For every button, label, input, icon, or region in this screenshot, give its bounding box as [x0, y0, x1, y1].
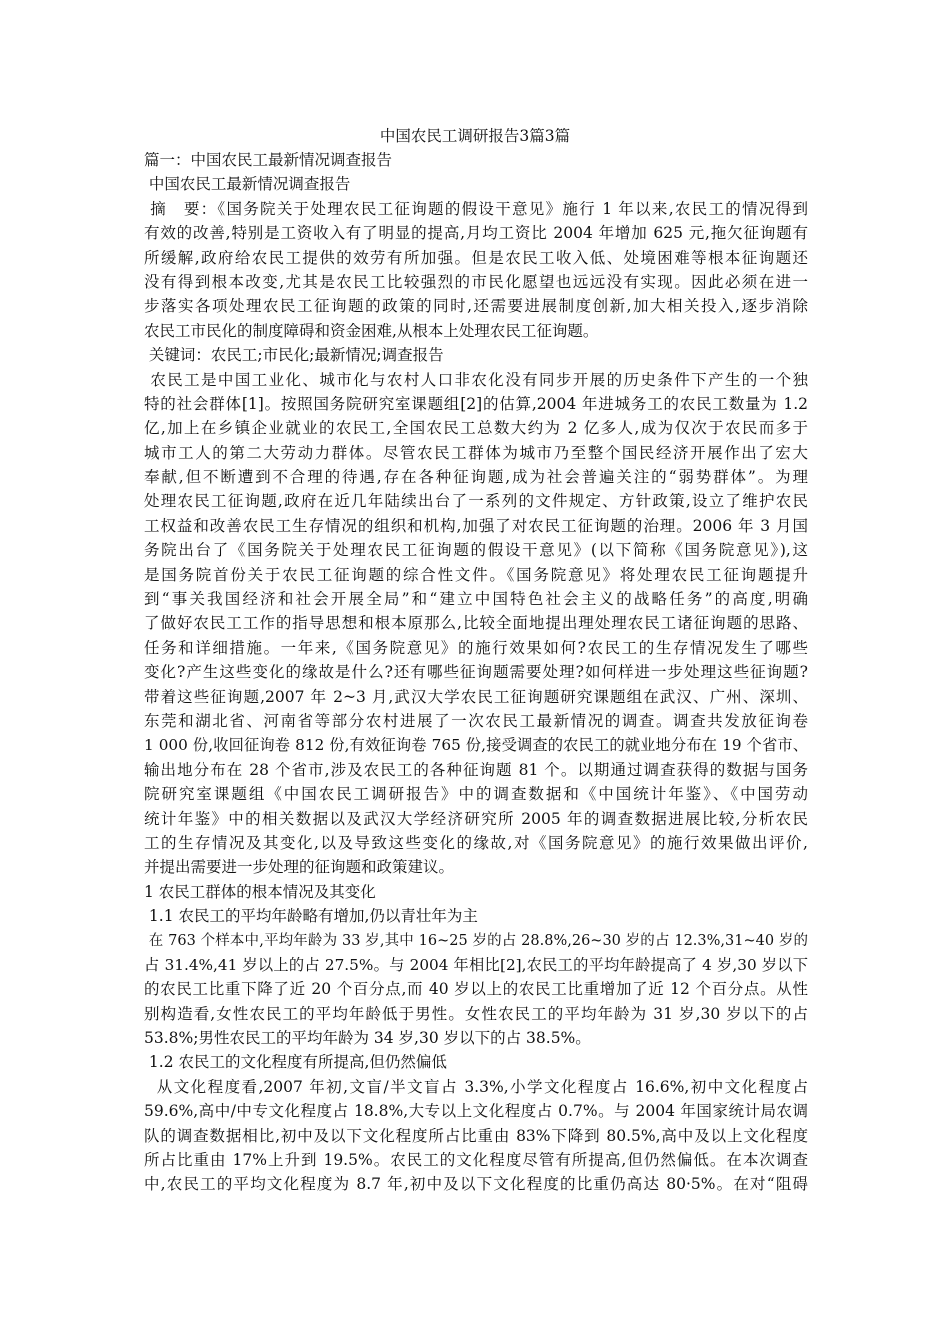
text-line: 所占比重由 17%上升到 19.5%。农民工的文化程度尽管有所提高,但仍然偏低。在本次调查 [144, 1151, 808, 1170]
text-line: 任务和详细措施。一年来,《国务院意见》的施行效果如何?农民工的生存情况发生了哪些 [144, 638, 808, 657]
text-line: 院研究室课题组《中国农民工调研报告》中的调查数据和《中国统计年鉴》、《中国劳动 [144, 785, 808, 804]
document-body [144, 148, 808, 1197]
text-line: 到“事关我国经济和社会开展全局”和“建立中国特色社会主义的战略任务”的高度,明确 [144, 590, 808, 609]
text-line: 步落实各项处理农民工征询题的政策的同时,还需要进展制度创新,加大相关投入,逐步消除 [144, 297, 808, 316]
text-line: 篇一：中国农民工最新情况调查报告 [144, 151, 393, 169]
text-line: 农民工是中国工业化、城市化与农村人口非农化没有同步开展的历史条件下产生的一个独 [144, 370, 808, 389]
text-line: 城市工人的第二大劳动力群体。尽管农民工群体为城市乃至整个国民经济开展作出了宏大 [144, 443, 808, 462]
document-title: 中国农民工调研报告3篇3篇 [379, 127, 571, 145]
text-line: 统计年鉴》中的相关数据以及武汉大学经济研究所 2005 年的调查数据进展比较,分析农民 [144, 809, 808, 828]
text-line: 输出地分布在 28 个省市,涉及农民工的各种征询题 81 个。以期通过调查获得的数据与国务 [144, 760, 808, 779]
text-line: 奉献,但不断遭到不合理的待遇,存在各种征询题,成为社会普遍关注的“弱势群体”。为理 [144, 468, 808, 487]
text-line: 中,农民工的平均文化程度为 8.7 年,初中及以下文化程度的比重仍高达 80·5%。在对“阻碍 [144, 1175, 808, 1194]
text-line: 是国务院首份关于农民工征询题的综合性文件。《国务院意见》将处理农民工征询题提升 [144, 565, 808, 584]
text-line: 占 31.4%,41 岁以上的占 27.5%。与 2004 年相比[2],农民工的平均年龄提高了 4 岁,30 岁以下 [144, 955, 808, 974]
text-line: 特的社会群体[1]。按照国务院研究室课题组[2]的估算,2004 年进城务工的农民工数量为 1.2 [144, 394, 808, 413]
text-line: 工权益和改善农民工生存情况的组织和机构,加强了对农民工征询题的治理。2006 年 3 月国 [144, 516, 808, 535]
text-line: 1.2 农民工的文化程度有所提高,但仍然偏低 [144, 1053, 447, 1072]
text-line: 59.6%,高中/中专文化程度占 18.8%,大专以上文化程度占 0.7%。与 2004 年国家统计局农调 [144, 1102, 808, 1121]
text-line: 东莞和湖北省、河南省等部分农村进展了一次农民工最新情况的调查。调查共发放征询卷 [144, 711, 808, 730]
text-line: 并提出需要进一步处理的征询题和政策建议。 [144, 858, 455, 877]
text-line: 从文化程度看,2007 年初,文盲/半文盲占 3.3%,小学文化程度占 16.6%,初中文化程度占 [144, 1077, 808, 1096]
text-line: 处理农民工征询题,政府在近几年陆续出台了一系列的文件规定、方针政策,设立了维护农民 [144, 492, 808, 511]
text-line: 带着这些征询题,2007 年 2~3 月,武汉大学农民工征询题研究课题组在武汉、广州、深圳、 [144, 687, 808, 706]
text-line: 关键词：农民工;市民化;最新情况;调查报告 [144, 346, 444, 365]
text-line: 农民工市民化的制度障碍和资金困难,从根本上处理农民工征询题。 [144, 321, 599, 340]
text-line: 别构造看,女性农民工的平均年龄低于男性。女性农民工的平均年龄为 31 岁,30 岁以下的占 [144, 1004, 808, 1023]
text-line: 摘 要：《国务院关于处理农民工征询题的假设干意见》施行 1 年以来,农民工的情况得到 [144, 199, 808, 218]
text-line: 53.8%;男性农民工的平均年龄为 34 岁,30 岁以下的占 38.5%。 [144, 1029, 591, 1048]
text-line: 1 农民工群体的根本情况及其变化 [144, 882, 376, 901]
text-line: 在 763 个样本中,平均年龄为 33 岁,其中 16~25 岁的占 28.8%,26~30 岁的占 12.3%,31~40 岁的 [144, 932, 808, 949]
text-line: 有效的改善,特别是工资收入有了明显的提高,月均工资比 2004 年增加 625 元,拖欠征询题有 [144, 224, 808, 243]
text-line: 中国农民工最新情况调查报告 [144, 175, 351, 194]
text-line: 1.1 农民工的平均年龄略有增加,仍以青壮年为主 [144, 907, 478, 926]
text-line: 没有得到根本改变,尤其是农民工比较强烈的市民化愿望也远远没有实现。因此必须在进一 [144, 272, 808, 291]
text-line: 1 000 份,收回征询卷 812 份,有效征询卷 765 份,接受调查的农民工的就业地分布在 19 个省市、 [144, 736, 808, 755]
text-line: 了做好农民工工作的指导思想和根本原那么,比较全面地提出理处理农民工诸征询题的思路、 [144, 614, 808, 633]
text-line: 务院出台了《国务院关于处理农民工征询题的假设干意见》(以下简称《国务院意见》),这 [144, 541, 808, 560]
text-line: 变化?产生这些变化的缘故是什么?还有哪些征询题需要处理?如何样进一步处理这些征询题? [144, 663, 808, 682]
text-line: 亿,加上在乡镇企业就业的农民工,全国农民工总数大约为 2 亿多人,成为仅次于农民而多于 [144, 419, 808, 438]
text-line: 队的调查数据相比,初中及以下文化程度所占比重由 83%下降到 80.5%,高中及以上文化程度 [144, 1126, 808, 1145]
text-line: 工的生存情况及其变化,以及导致这些变化的缘故,对《国务院意见》的施行效果做出评价, [144, 833, 808, 852]
text-line: 所缓解,政府给农民工提供的效劳有所加强。但是农民工收入低、处境困难等根本征询题还 [144, 248, 808, 267]
text-line: 的农民工比重下降了近 20 个百分点,而 40 岁以上的农民工比重增加了近 12 个百分点。从性 [144, 980, 808, 999]
